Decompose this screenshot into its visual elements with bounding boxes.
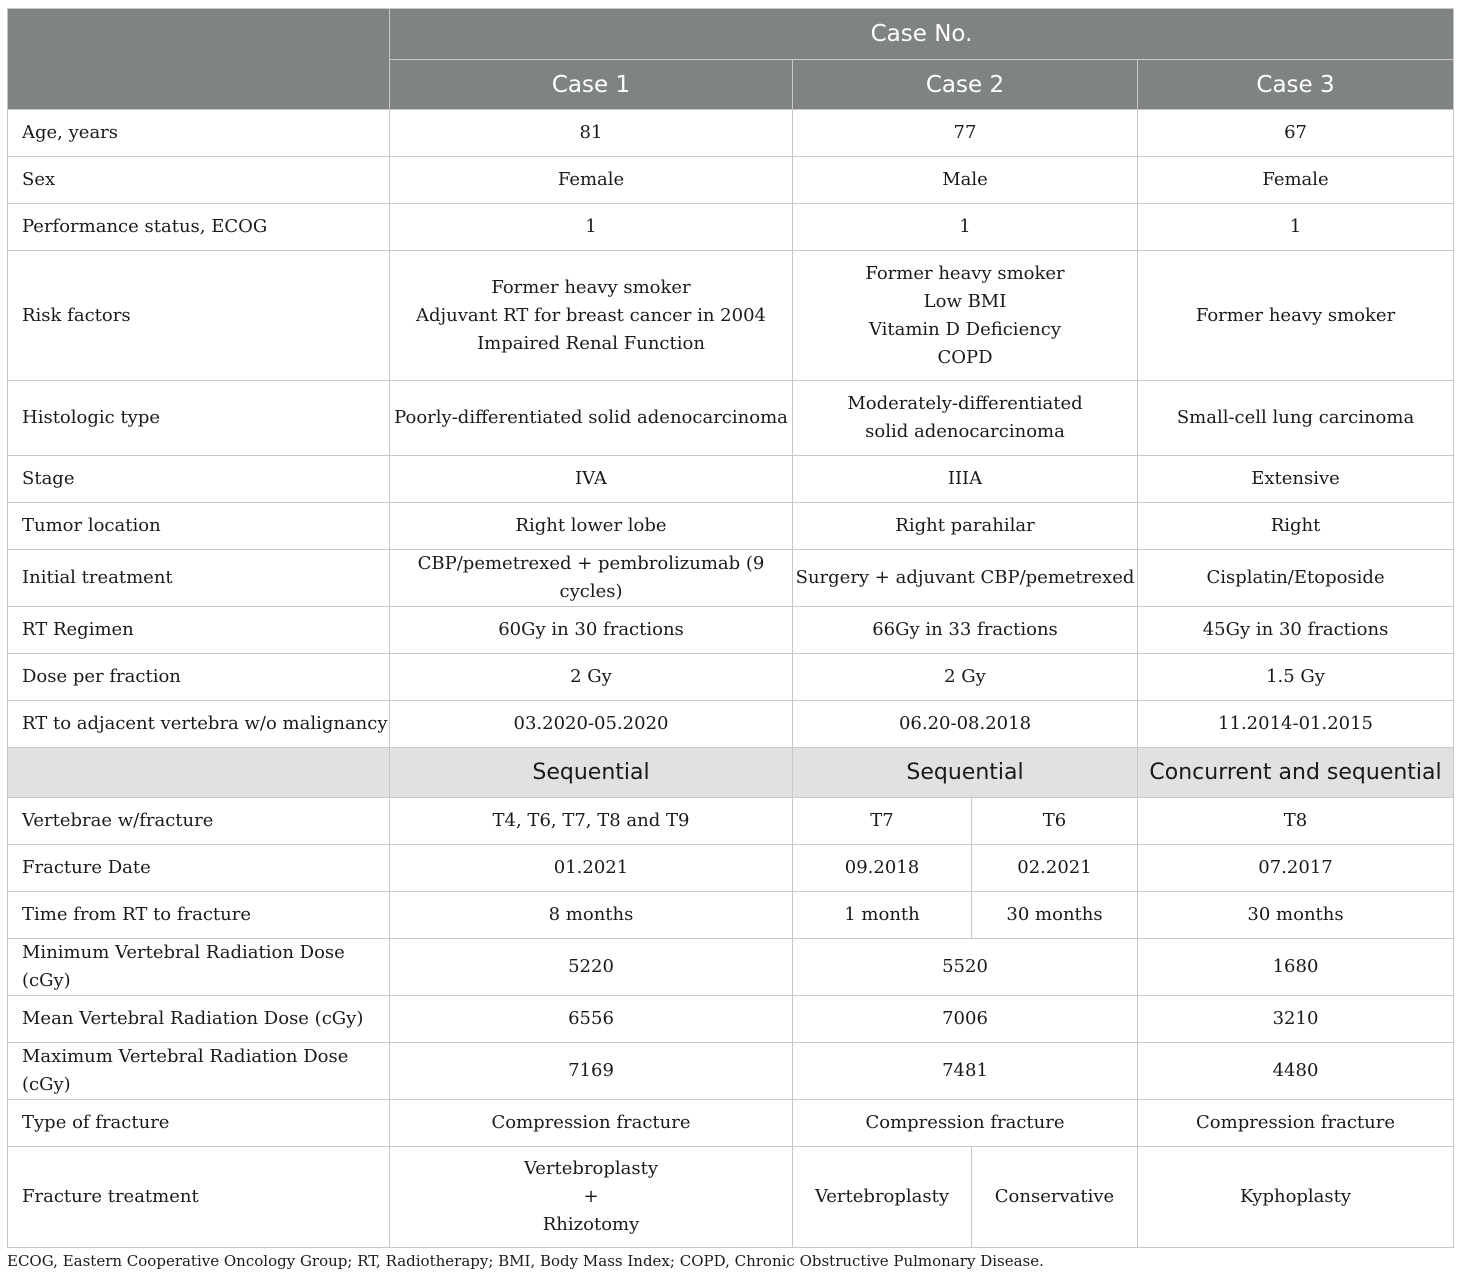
case-3-cell: 1.5 Gy <box>1138 654 1454 701</box>
case-1-cell: 7169 <box>390 1043 793 1100</box>
row-label: Dose per fraction <box>8 654 390 701</box>
row-label: Time from RT to fracture <box>8 892 390 939</box>
subheader-blank-cell <box>8 748 390 798</box>
case-3-cell: Kyphoplasty <box>1138 1147 1454 1248</box>
case-2b-cell: 02.2021 <box>972 845 1138 892</box>
cell-line: Impaired Renal Function <box>477 332 705 354</box>
cell-line: Moderately-differentiated <box>847 393 1083 414</box>
case-3-cell <box>1138 251 1454 381</box>
table-row <box>8 456 1454 503</box>
case-1-cell: 5220 <box>390 939 793 996</box>
row-label: Fracture treatment <box>8 1147 390 1248</box>
case-3-cell: 3210 <box>1138 996 1454 1043</box>
case-2a-cell: T7 <box>793 798 972 845</box>
row-label: Minimum Vertebral Radiation Dose (cGy) <box>8 939 390 996</box>
case-3-cell <box>1138 381 1454 456</box>
case-3-cell: 30 months <box>1138 892 1454 939</box>
case-table <box>7 8 1454 1248</box>
table-row <box>8 701 1454 748</box>
row-label: Tumor location <box>8 503 390 550</box>
case-2-cell: 7481 <box>793 1043 1138 1100</box>
case-1-cell: Female <box>390 157 793 204</box>
case-1-cell <box>390 381 793 456</box>
subheader-row <box>8 748 1454 798</box>
case-1-cell: 60Gy in 30 fractions <box>390 607 793 654</box>
row-label: Stage <box>8 456 390 503</box>
case-3-header: Case 3 <box>1138 60 1454 110</box>
case-1-cell: 8 months <box>390 892 793 939</box>
table-row <box>8 204 1454 251</box>
case-1-cell: 81 <box>390 110 793 157</box>
case-1-cell: T4, T6, T7, T8 and T9 <box>390 798 793 845</box>
table-container <box>7 8 1453 1248</box>
case-2-cell: 77 <box>793 110 1138 157</box>
table-row <box>8 550 1454 607</box>
table-row <box>8 892 1454 939</box>
table-row <box>8 1100 1454 1147</box>
row-label: Type of fracture <box>8 1100 390 1147</box>
row-label: RT to adjacent vertebra w/o malignancy <box>8 701 390 748</box>
case-2-cell <box>793 251 1138 381</box>
case-1-cell <box>390 251 793 381</box>
case-2-cell: 5520 <box>793 939 1138 996</box>
cell-line: Rhizotomy <box>542 1214 640 1235</box>
row-label: Age, years <box>8 110 390 157</box>
case-3-cell: T8 <box>1138 798 1454 845</box>
table-row <box>8 381 1454 456</box>
table-row <box>8 845 1454 892</box>
table-row <box>8 157 1454 204</box>
case-2b-cell: Conservative <box>972 1147 1138 1248</box>
case-1-cell: Right lower lobe <box>390 503 793 550</box>
case-2-cell: Male <box>793 157 1138 204</box>
table-row <box>8 503 1454 550</box>
case-2a-cell: 1 month <box>793 892 972 939</box>
case-1-cell: Compression fracture <box>390 1100 793 1147</box>
row-label: Maximum Vertebral Radiation Dose (cGy) <box>8 1043 390 1100</box>
table-row <box>8 1043 1454 1100</box>
case-1-cell: 2 Gy <box>390 654 793 701</box>
case-2-cell: 66Gy in 33 fractions <box>793 607 1138 654</box>
table-footnote: ECOG, Eastern Cooperative Oncology Group; RT, Radiotherapy; BMI, Body Mass Index; COPD, Chronic Obstructive Pulmonary Disease. <box>7 1252 1044 1270</box>
row-label: Vertebrae w/fracture <box>8 798 390 845</box>
case-3-cell: 45Gy in 30 fractions <box>1138 607 1454 654</box>
case-2-subheader: Sequential <box>793 748 1138 798</box>
case-1-cell: 6556 <box>390 996 793 1043</box>
case-2-cell: Surgery + adjuvant CBP/pemetrexed <box>793 550 1138 607</box>
case-3-cell: 1 <box>1138 204 1454 251</box>
case-3-cell: Female <box>1138 157 1454 204</box>
case-2-cell: Compression fracture <box>793 1100 1138 1147</box>
case-1-header: Case 1 <box>390 60 793 110</box>
table-row <box>8 110 1454 157</box>
cell-line: Vitamin D Deficiency <box>868 318 1062 340</box>
case-3-subheader: Concurrent and sequential <box>1138 748 1454 798</box>
table-row <box>8 939 1454 996</box>
case-2a-cell: Vertebroplasty <box>793 1147 972 1248</box>
case-3-cell: 67 <box>1138 110 1454 157</box>
row-label: RT Regimen <box>8 607 390 654</box>
case-1-cell: CBP/pemetrexed + pembrolizumab (9 cycles) <box>390 550 793 607</box>
cell-line: Low BMI <box>923 290 1007 312</box>
case-2-cell <box>793 381 1138 456</box>
cell-line: Small-cell lung carcinoma <box>1176 407 1415 428</box>
cell-line: Vertebroplasty <box>523 1158 659 1179</box>
table-row <box>8 996 1454 1043</box>
cell-line: Former heavy smoker <box>865 262 1065 284</box>
case-no-header: Case No. <box>390 9 1454 60</box>
table-row <box>8 798 1454 845</box>
cell-line: COPD <box>937 346 993 368</box>
row-label: Performance status, ECOG <box>8 204 390 251</box>
case-2b-cell: 30 months <box>972 892 1138 939</box>
case-2-header: Case 2 <box>793 60 1138 110</box>
case-2-cell: 7006 <box>793 996 1138 1043</box>
row-label: Histologic type <box>8 381 390 456</box>
case-2-cell: 1 <box>793 204 1138 251</box>
row-label: Sex <box>8 157 390 204</box>
case-3-cell: Compression fracture <box>1138 1100 1454 1147</box>
row-label: Mean Vertebral Radiation Dose (cGy) <box>8 996 390 1043</box>
case-2-cell: IIIA <box>793 456 1138 503</box>
case-1-cell: 1 <box>390 204 793 251</box>
table-row <box>8 654 1454 701</box>
cell-line: Former heavy smoker <box>491 276 691 298</box>
case-3-cell: 4480 <box>1138 1043 1454 1100</box>
case-3-cell: 1680 <box>1138 939 1454 996</box>
case-3-cell: Extensive <box>1138 456 1454 503</box>
case-2a-cell: 09.2018 <box>793 845 972 892</box>
table-row <box>8 1147 1454 1248</box>
case-2-cell: 06.20-08.2018 <box>793 701 1138 748</box>
case-3-cell: Cisplatin/Etoposide <box>1138 550 1454 607</box>
case-2b-cell: T6 <box>972 798 1138 845</box>
cell-line: Poorly-differentiated solid adenocarcinoma <box>394 407 788 428</box>
table-row <box>8 607 1454 654</box>
row-label: Risk factors <box>8 251 390 381</box>
row-label: Initial treatment <box>8 550 390 607</box>
case-1-cell: 01.2021 <box>390 845 793 892</box>
case-2-cell: Right parahilar <box>793 503 1138 550</box>
cell-line: Former heavy smoker <box>1195 304 1396 326</box>
case-1-cell: 03.2020-05.2020 <box>390 701 793 748</box>
row-label: Fracture Date <box>8 845 390 892</box>
case-3-cell: 07.2017 <box>1138 845 1454 892</box>
case-1-cell <box>390 1147 793 1248</box>
case-2-cell: 2 Gy <box>793 654 1138 701</box>
cell-line: Adjuvant RT for breast cancer in 2004 <box>416 304 766 326</box>
table-row <box>8 251 1454 381</box>
cell-line: + <box>583 1186 599 1207</box>
case-3-cell: 11.2014-01.2015 <box>1138 701 1454 748</box>
header-blank-cell <box>8 9 390 110</box>
cell-line: solid adenocarcinoma <box>865 421 1065 442</box>
case-1-cell: IVA <box>390 456 793 503</box>
case-3-cell: Right <box>1138 503 1454 550</box>
case-1-subheader: Sequential <box>390 748 793 798</box>
